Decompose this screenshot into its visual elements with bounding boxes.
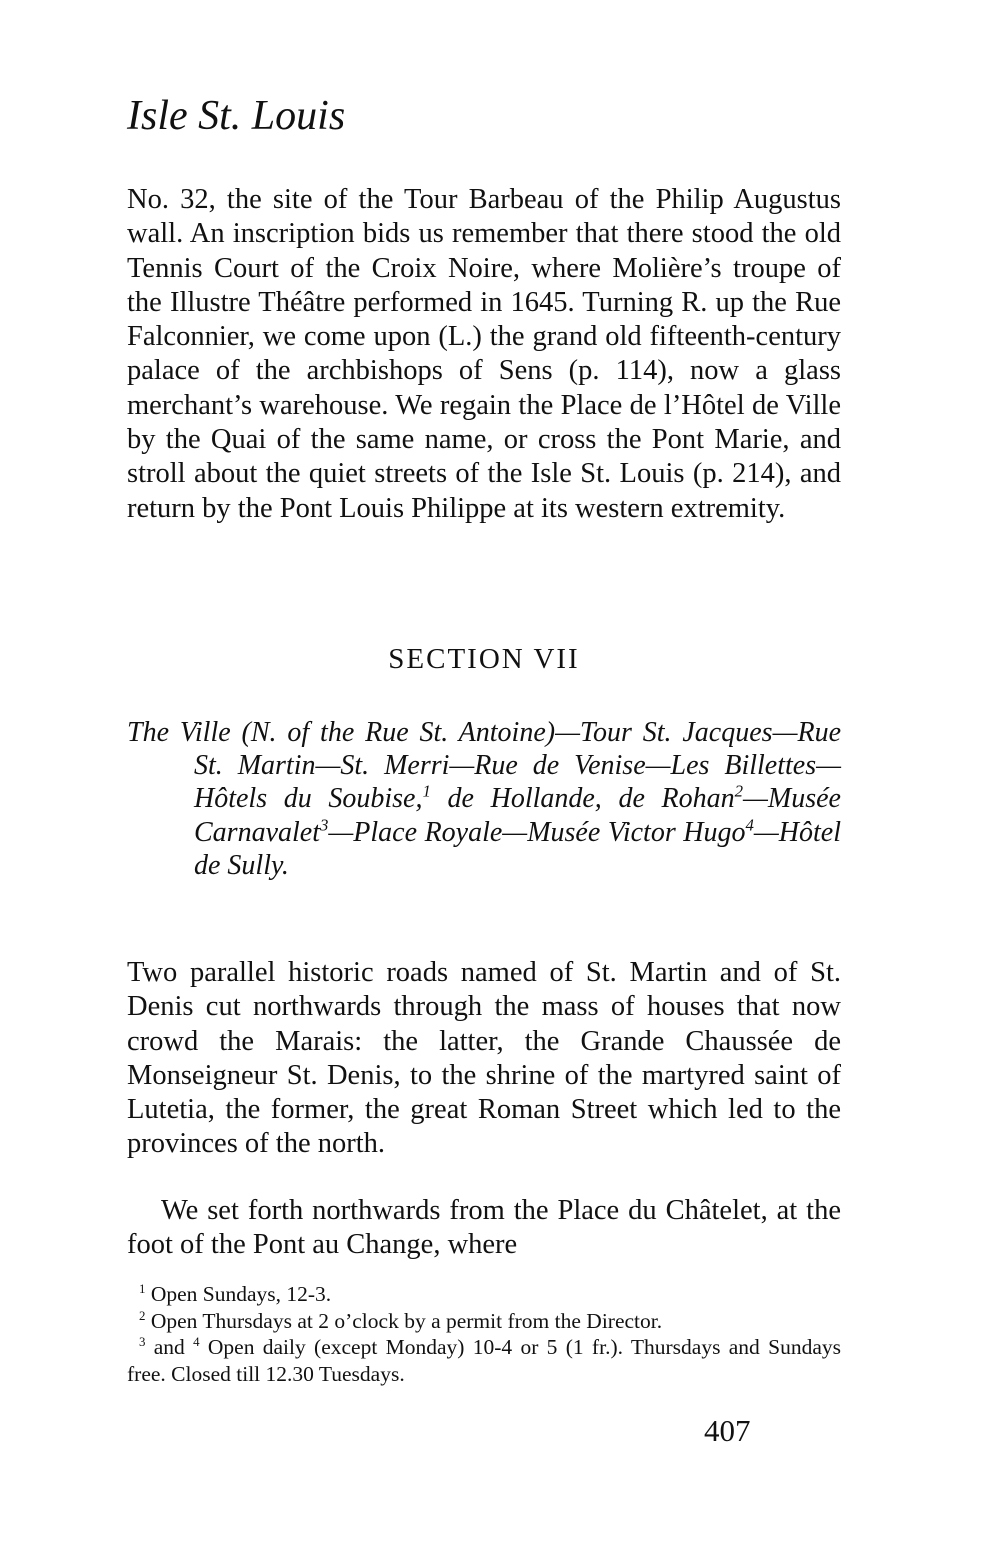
paragraph-set-forth: We set forth northwards from the Place du Châtelet, at the foot of the Pont au Change, where bbox=[127, 1195, 841, 1261]
footnote-4-mark: 4 bbox=[193, 1334, 200, 1349]
synopsis-text-2: de Hollande, de Rohan bbox=[430, 783, 735, 815]
footnote-2 bbox=[127, 1308, 841, 1335]
footnote-marker-1: 1 bbox=[422, 782, 431, 802]
section-heading: SECTION VII bbox=[388, 643, 580, 675]
paragraph-intro: No. 32, the site of the Tour Barbeau of the Philip Augustus wall. An inscription bids us remember that there stood the old Tennis Court of the Croix Noire, where Molière’s troupe of the Illustre Théâtre performed in 1645. Turning R. up the Rue Falconnier, we come upon (L.) the grand old fifteenth-century palace of the archbishops of Sens (p. 114), now a glass merchant’s warehouse. We regain the Place de l’Hôtel de Ville by the Quai of the same name, or cross the Pont Marie, and stroll about the quiet streets of the Isle St. Louis (p. 214), and return by the Pont Louis Philippe at its western extremity. bbox=[127, 184, 841, 524]
running-head: Isle St. Louis bbox=[127, 93, 346, 139]
footnote-marker-2: 2 bbox=[734, 782, 744, 802]
footnotes bbox=[127, 1281, 841, 1387]
footnote-1-text: Open Sundays, 12-3. bbox=[145, 1282, 332, 1306]
footnote-1-mark: 1 bbox=[139, 1281, 146, 1296]
synopsis-text-1: The Ville (N. of the Rue St. Antoine)—Tour St. Jacques—Rue St. Martin—St. Merri—Rue de Venise—Les Billettes—Hôtels du Soubise, bbox=[127, 717, 841, 815]
synopsis-text-5: —Hôtel de Sully. bbox=[194, 816, 841, 881]
footnote-marker-3: 3 bbox=[320, 815, 329, 835]
synopsis-text-4: —Place Royale—Musée Victor Hugo bbox=[328, 816, 746, 848]
paragraph-historic-roads: Two parallel historic roads named of St. Martin and of St. Denis cut northwards through the mass of houses that now crowd the Marais: the latter, the Grande Chaussée de Monseigneur St. Denis, to the shrine of the martyred saint of Lutetia, the former, the great Roman Street which led to the provinces of the north. bbox=[127, 957, 841, 1160]
footnote-3-4-text: Open daily (except Monday) 10-4 or 5 (1 fr.). Thursdays and Sundays free. Closed till 12.30 Tuesdays. bbox=[127, 1335, 841, 1386]
footnote-2-mark: 2 bbox=[139, 1308, 146, 1323]
footnote-3-4 bbox=[127, 1334, 841, 1387]
footnote-3-mark: 3 bbox=[139, 1334, 146, 1349]
footnote-marker-4: 4 bbox=[745, 815, 754, 835]
synopsis-text-3: —Musée Carnavalet bbox=[194, 783, 841, 848]
page-number: 407 bbox=[704, 1413, 751, 1448]
footnote-1 bbox=[127, 1281, 841, 1308]
footnote-2-text: Open Thursdays at 2 o’clock by a permit from the Director. bbox=[145, 1308, 663, 1333]
footnote-3-join: and bbox=[145, 1335, 194, 1359]
section-synopsis bbox=[127, 716, 841, 882]
